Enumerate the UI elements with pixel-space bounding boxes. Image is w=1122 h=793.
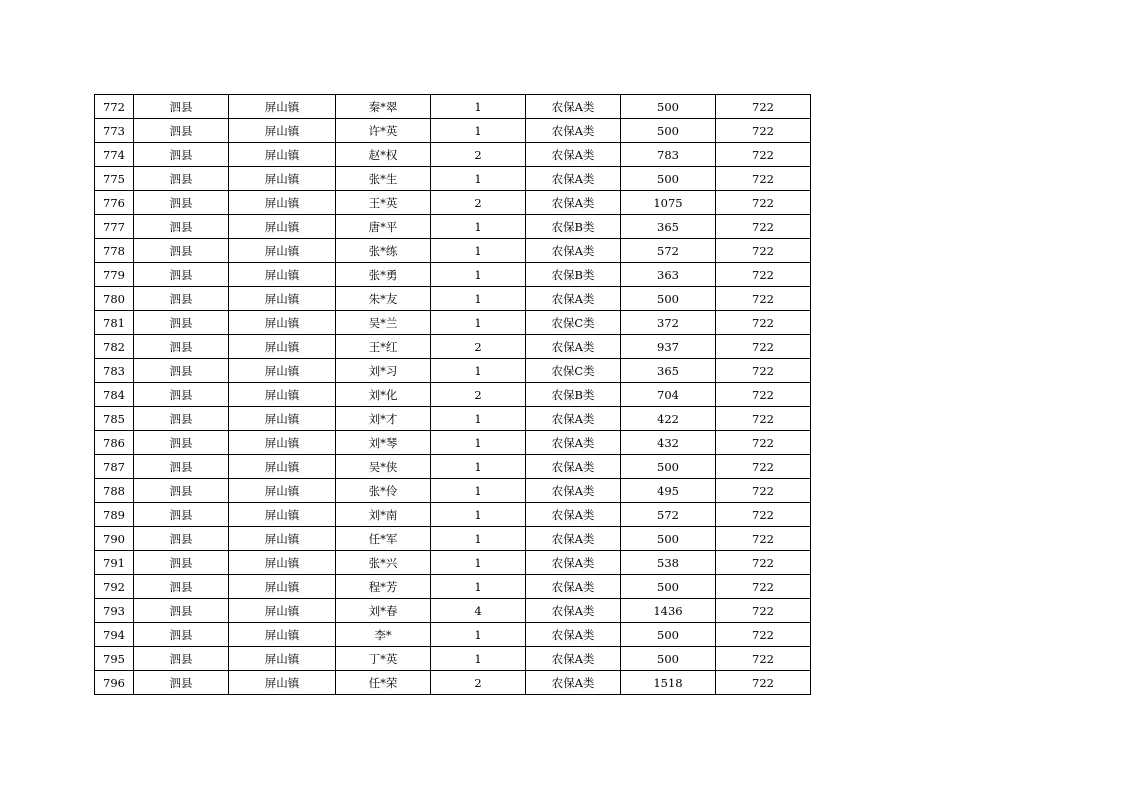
household-size-cell: 1 bbox=[431, 119, 526, 143]
table-row bbox=[95, 527, 811, 551]
town-cell: 屏山镇 bbox=[229, 311, 336, 335]
amount-cell: 500 bbox=[621, 647, 716, 671]
household-size-cell: 1 bbox=[431, 551, 526, 575]
household-size-cell: 2 bbox=[431, 143, 526, 167]
row-number-cell: 772 bbox=[95, 95, 134, 119]
standard-cell: 722 bbox=[716, 503, 811, 527]
standard-cell: 722 bbox=[716, 551, 811, 575]
standard-cell: 722 bbox=[716, 335, 811, 359]
name-cell: 任*军 bbox=[336, 527, 431, 551]
standard-cell: 722 bbox=[716, 95, 811, 119]
amount-cell: 422 bbox=[621, 407, 716, 431]
county-cell: 泗县 bbox=[134, 287, 229, 311]
row-number-cell: 791 bbox=[95, 551, 134, 575]
household-size-cell: 4 bbox=[431, 599, 526, 623]
amount-cell: 500 bbox=[621, 527, 716, 551]
household-size-cell: 2 bbox=[431, 383, 526, 407]
amount-cell: 500 bbox=[621, 623, 716, 647]
county-cell: 泗县 bbox=[134, 311, 229, 335]
name-cell: 丁*英 bbox=[336, 647, 431, 671]
name-cell: 刘*才 bbox=[336, 407, 431, 431]
row-number-cell: 793 bbox=[95, 599, 134, 623]
category-cell: 农保A类 bbox=[526, 647, 621, 671]
category-cell: 农保A类 bbox=[526, 191, 621, 215]
amount-cell: 538 bbox=[621, 551, 716, 575]
name-cell: 朱*友 bbox=[336, 287, 431, 311]
table-row bbox=[95, 167, 811, 191]
standard-cell: 722 bbox=[716, 239, 811, 263]
data-table bbox=[94, 94, 811, 695]
standard-cell: 722 bbox=[716, 647, 811, 671]
town-cell: 屏山镇 bbox=[229, 551, 336, 575]
county-cell: 泗县 bbox=[134, 455, 229, 479]
standard-cell: 722 bbox=[716, 455, 811, 479]
name-cell: 程*芳 bbox=[336, 575, 431, 599]
table-row bbox=[95, 191, 811, 215]
row-number-cell: 780 bbox=[95, 287, 134, 311]
name-cell: 赵*权 bbox=[336, 143, 431, 167]
table-row bbox=[95, 599, 811, 623]
row-number-cell: 789 bbox=[95, 503, 134, 527]
amount-cell: 432 bbox=[621, 431, 716, 455]
category-cell: 农保A类 bbox=[526, 599, 621, 623]
town-cell: 屏山镇 bbox=[229, 503, 336, 527]
county-cell: 泗县 bbox=[134, 575, 229, 599]
amount-cell: 937 bbox=[621, 335, 716, 359]
category-cell: 农保A类 bbox=[526, 239, 621, 263]
table-row bbox=[95, 503, 811, 527]
county-cell: 泗县 bbox=[134, 119, 229, 143]
category-cell: 农保A类 bbox=[526, 527, 621, 551]
category-cell: 农保A类 bbox=[526, 287, 621, 311]
category-cell: 农保A类 bbox=[526, 479, 621, 503]
town-cell: 屏山镇 bbox=[229, 143, 336, 167]
name-cell: 张*伶 bbox=[336, 479, 431, 503]
county-cell: 泗县 bbox=[134, 431, 229, 455]
amount-cell: 500 bbox=[621, 575, 716, 599]
standard-cell: 722 bbox=[716, 383, 811, 407]
table-row bbox=[95, 143, 811, 167]
table-row bbox=[95, 311, 811, 335]
table-body bbox=[95, 95, 811, 695]
category-cell: 农保A类 bbox=[526, 575, 621, 599]
standard-cell: 722 bbox=[716, 671, 811, 695]
category-cell: 农保A类 bbox=[526, 671, 621, 695]
amount-cell: 500 bbox=[621, 167, 716, 191]
county-cell: 泗县 bbox=[134, 671, 229, 695]
category-cell: 农保C类 bbox=[526, 359, 621, 383]
standard-cell: 722 bbox=[716, 143, 811, 167]
category-cell: 农保B类 bbox=[526, 215, 621, 239]
town-cell: 屏山镇 bbox=[229, 527, 336, 551]
table-row bbox=[95, 239, 811, 263]
row-number-cell: 796 bbox=[95, 671, 134, 695]
name-cell: 吴*兰 bbox=[336, 311, 431, 335]
row-number-cell: 785 bbox=[95, 407, 134, 431]
household-size-cell: 1 bbox=[431, 575, 526, 599]
amount-cell: 572 bbox=[621, 239, 716, 263]
name-cell: 刘*春 bbox=[336, 599, 431, 623]
county-cell: 泗县 bbox=[134, 263, 229, 287]
county-cell: 泗县 bbox=[134, 551, 229, 575]
town-cell: 屏山镇 bbox=[229, 671, 336, 695]
standard-cell: 722 bbox=[716, 599, 811, 623]
county-cell: 泗县 bbox=[134, 215, 229, 239]
table-row bbox=[95, 335, 811, 359]
standard-cell: 722 bbox=[716, 167, 811, 191]
category-cell: 农保A类 bbox=[526, 551, 621, 575]
standard-cell: 722 bbox=[716, 191, 811, 215]
household-size-cell: 1 bbox=[431, 95, 526, 119]
household-size-cell: 1 bbox=[431, 311, 526, 335]
category-cell: 农保B类 bbox=[526, 383, 621, 407]
table-row bbox=[95, 431, 811, 455]
amount-cell: 572 bbox=[621, 503, 716, 527]
category-cell: 农保A类 bbox=[526, 503, 621, 527]
household-size-cell: 1 bbox=[431, 503, 526, 527]
household-size-cell: 2 bbox=[431, 191, 526, 215]
amount-cell: 500 bbox=[621, 95, 716, 119]
town-cell: 屏山镇 bbox=[229, 335, 336, 359]
town-cell: 屏山镇 bbox=[229, 407, 336, 431]
category-cell: 农保A类 bbox=[526, 167, 621, 191]
name-cell: 王*英 bbox=[336, 191, 431, 215]
county-cell: 泗县 bbox=[134, 359, 229, 383]
amount-cell: 500 bbox=[621, 119, 716, 143]
standard-cell: 722 bbox=[716, 359, 811, 383]
town-cell: 屏山镇 bbox=[229, 215, 336, 239]
county-cell: 泗县 bbox=[134, 407, 229, 431]
row-number-cell: 776 bbox=[95, 191, 134, 215]
row-number-cell: 783 bbox=[95, 359, 134, 383]
county-cell: 泗县 bbox=[134, 503, 229, 527]
row-number-cell: 773 bbox=[95, 119, 134, 143]
amount-cell: 495 bbox=[621, 479, 716, 503]
town-cell: 屏山镇 bbox=[229, 95, 336, 119]
row-number-cell: 781 bbox=[95, 311, 134, 335]
category-cell: 农保A类 bbox=[526, 335, 621, 359]
table-row bbox=[95, 215, 811, 239]
town-cell: 屏山镇 bbox=[229, 287, 336, 311]
category-cell: 农保A类 bbox=[526, 455, 621, 479]
town-cell: 屏山镇 bbox=[229, 623, 336, 647]
name-cell: 刘*南 bbox=[336, 503, 431, 527]
name-cell: 张*勇 bbox=[336, 263, 431, 287]
name-cell: 唐*平 bbox=[336, 215, 431, 239]
name-cell: 刘*琴 bbox=[336, 431, 431, 455]
row-number-cell: 792 bbox=[95, 575, 134, 599]
household-size-cell: 1 bbox=[431, 287, 526, 311]
county-cell: 泗县 bbox=[134, 479, 229, 503]
county-cell: 泗县 bbox=[134, 527, 229, 551]
household-size-cell: 2 bbox=[431, 671, 526, 695]
standard-cell: 722 bbox=[716, 527, 811, 551]
county-cell: 泗县 bbox=[134, 167, 229, 191]
county-cell: 泗县 bbox=[134, 335, 229, 359]
household-size-cell: 1 bbox=[431, 359, 526, 383]
town-cell: 屏山镇 bbox=[229, 119, 336, 143]
row-number-cell: 775 bbox=[95, 167, 134, 191]
standard-cell: 722 bbox=[716, 311, 811, 335]
standard-cell: 722 bbox=[716, 119, 811, 143]
amount-cell: 372 bbox=[621, 311, 716, 335]
household-size-cell: 1 bbox=[431, 479, 526, 503]
name-cell: 刘*化 bbox=[336, 383, 431, 407]
amount-cell: 363 bbox=[621, 263, 716, 287]
name-cell: 李* bbox=[336, 623, 431, 647]
amount-cell: 1436 bbox=[621, 599, 716, 623]
table-row bbox=[95, 407, 811, 431]
row-number-cell: 784 bbox=[95, 383, 134, 407]
amount-cell: 704 bbox=[621, 383, 716, 407]
row-number-cell: 790 bbox=[95, 527, 134, 551]
town-cell: 屏山镇 bbox=[229, 455, 336, 479]
household-size-cell: 1 bbox=[431, 407, 526, 431]
table-row bbox=[95, 455, 811, 479]
county-cell: 泗县 bbox=[134, 191, 229, 215]
category-cell: 农保A类 bbox=[526, 407, 621, 431]
row-number-cell: 786 bbox=[95, 431, 134, 455]
row-number-cell: 779 bbox=[95, 263, 134, 287]
row-number-cell: 794 bbox=[95, 623, 134, 647]
category-cell: 农保C类 bbox=[526, 311, 621, 335]
standard-cell: 722 bbox=[716, 623, 811, 647]
table-row bbox=[95, 263, 811, 287]
name-cell: 张*生 bbox=[336, 167, 431, 191]
standard-cell: 722 bbox=[716, 287, 811, 311]
standard-cell: 722 bbox=[716, 215, 811, 239]
standard-cell: 722 bbox=[716, 407, 811, 431]
category-cell: 农保A类 bbox=[526, 119, 621, 143]
household-size-cell: 1 bbox=[431, 431, 526, 455]
town-cell: 屏山镇 bbox=[229, 431, 336, 455]
county-cell: 泗县 bbox=[134, 143, 229, 167]
county-cell: 泗县 bbox=[134, 623, 229, 647]
category-cell: 农保A类 bbox=[526, 623, 621, 647]
name-cell: 任*荣 bbox=[336, 671, 431, 695]
table-row bbox=[95, 479, 811, 503]
standard-cell: 722 bbox=[716, 263, 811, 287]
table-row bbox=[95, 383, 811, 407]
household-size-cell: 1 bbox=[431, 239, 526, 263]
name-cell: 秦*翠 bbox=[336, 95, 431, 119]
row-number-cell: 787 bbox=[95, 455, 134, 479]
household-size-cell: 1 bbox=[431, 167, 526, 191]
name-cell: 王*红 bbox=[336, 335, 431, 359]
town-cell: 屏山镇 bbox=[229, 383, 336, 407]
table-row bbox=[95, 575, 811, 599]
amount-cell: 365 bbox=[621, 215, 716, 239]
household-size-cell: 1 bbox=[431, 455, 526, 479]
amount-cell: 1518 bbox=[621, 671, 716, 695]
town-cell: 屏山镇 bbox=[229, 239, 336, 263]
table-row bbox=[95, 95, 811, 119]
amount-cell: 783 bbox=[621, 143, 716, 167]
category-cell: 农保A类 bbox=[526, 431, 621, 455]
household-size-cell: 1 bbox=[431, 647, 526, 671]
standard-cell: 722 bbox=[716, 431, 811, 455]
table-row bbox=[95, 623, 811, 647]
row-number-cell: 788 bbox=[95, 479, 134, 503]
household-size-cell: 1 bbox=[431, 527, 526, 551]
name-cell: 许*英 bbox=[336, 119, 431, 143]
table-row bbox=[95, 359, 811, 383]
county-cell: 泗县 bbox=[134, 599, 229, 623]
name-cell: 张*练 bbox=[336, 239, 431, 263]
town-cell: 屏山镇 bbox=[229, 191, 336, 215]
household-size-cell: 1 bbox=[431, 215, 526, 239]
amount-cell: 500 bbox=[621, 455, 716, 479]
name-cell: 刘*习 bbox=[336, 359, 431, 383]
row-number-cell: 795 bbox=[95, 647, 134, 671]
household-size-cell: 2 bbox=[431, 335, 526, 359]
name-cell: 吴*侠 bbox=[336, 455, 431, 479]
town-cell: 屏山镇 bbox=[229, 263, 336, 287]
amount-cell: 365 bbox=[621, 359, 716, 383]
category-cell: 农保B类 bbox=[526, 263, 621, 287]
name-cell: 张*兴 bbox=[336, 551, 431, 575]
standard-cell: 722 bbox=[716, 575, 811, 599]
amount-cell: 500 bbox=[621, 287, 716, 311]
table-row bbox=[95, 551, 811, 575]
town-cell: 屏山镇 bbox=[229, 167, 336, 191]
table-row bbox=[95, 119, 811, 143]
category-cell: 农保A类 bbox=[526, 95, 621, 119]
table-row bbox=[95, 287, 811, 311]
household-size-cell: 1 bbox=[431, 263, 526, 287]
town-cell: 屏山镇 bbox=[229, 575, 336, 599]
town-cell: 屏山镇 bbox=[229, 599, 336, 623]
county-cell: 泗县 bbox=[134, 647, 229, 671]
row-number-cell: 782 bbox=[95, 335, 134, 359]
table-row bbox=[95, 647, 811, 671]
table-row bbox=[95, 671, 811, 695]
row-number-cell: 778 bbox=[95, 239, 134, 263]
county-cell: 泗县 bbox=[134, 95, 229, 119]
county-cell: 泗县 bbox=[134, 383, 229, 407]
row-number-cell: 777 bbox=[95, 215, 134, 239]
town-cell: 屏山镇 bbox=[229, 647, 336, 671]
amount-cell: 1075 bbox=[621, 191, 716, 215]
category-cell: 农保A类 bbox=[526, 143, 621, 167]
county-cell: 泗县 bbox=[134, 239, 229, 263]
town-cell: 屏山镇 bbox=[229, 359, 336, 383]
standard-cell: 722 bbox=[716, 479, 811, 503]
row-number-cell: 774 bbox=[95, 143, 134, 167]
town-cell: 屏山镇 bbox=[229, 479, 336, 503]
household-size-cell: 1 bbox=[431, 623, 526, 647]
